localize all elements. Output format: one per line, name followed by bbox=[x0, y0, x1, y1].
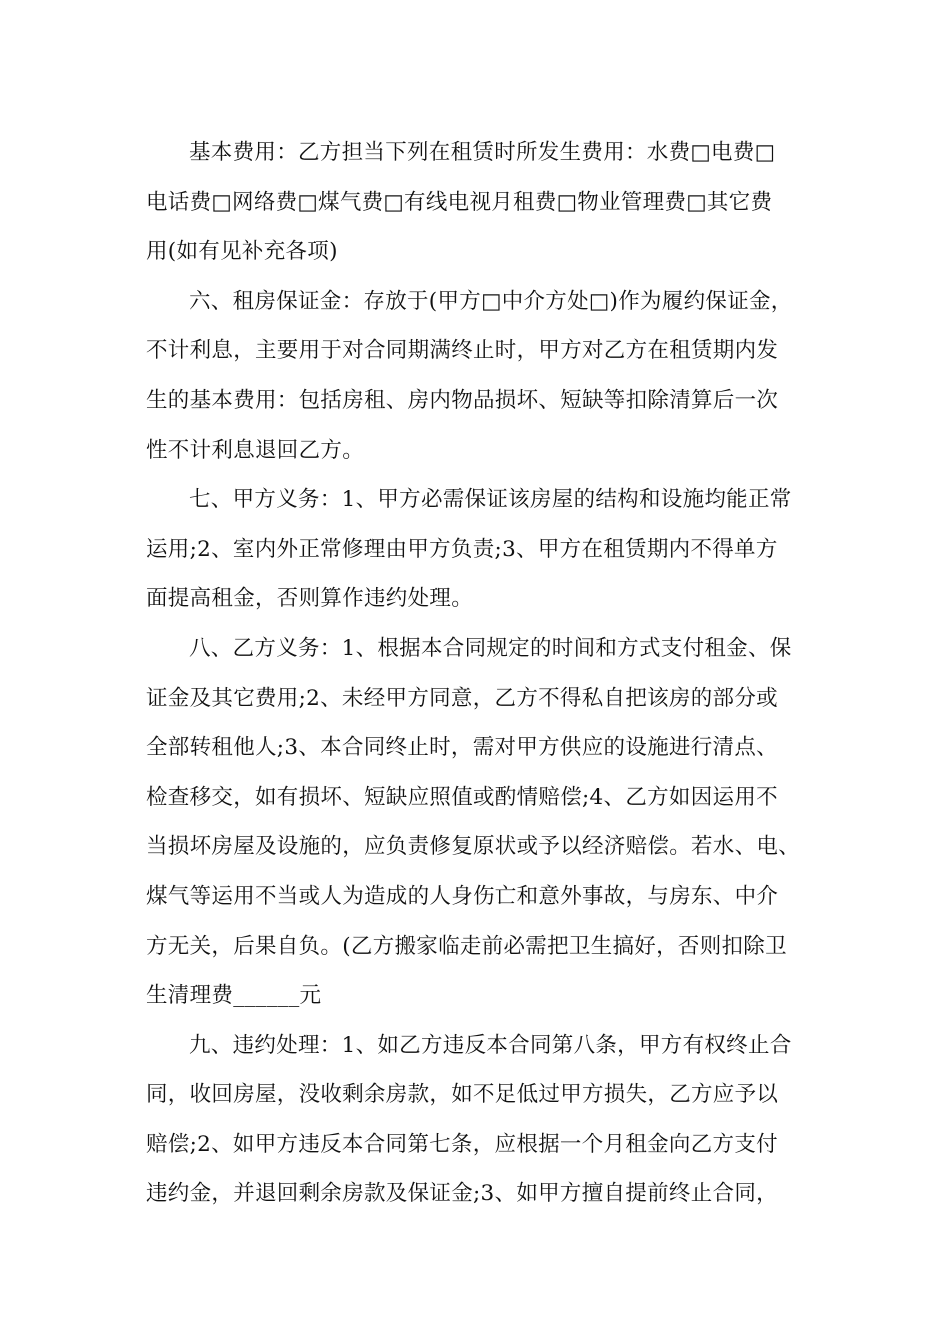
text-line: 方无关，后果自负。(乙方搬家临走前必需把卫生搞好，否则扣除卫 bbox=[146, 933, 787, 959]
text-line: 赔偿;2、如甲方违反本合同第七条，应根据一个月租金向乙方支付 bbox=[146, 1131, 778, 1157]
text-line: 八、乙方义务：1、根据本合同规定的时间和方式支付租金、保 bbox=[189, 635, 792, 661]
text-line: 九、违约处理：1、如乙方违反本合同第八条，甲方有权终止合 bbox=[189, 1032, 792, 1058]
paragraph-party-b-duties bbox=[146, 624, 814, 1021]
text-line: 电话费□网络费□煤气费□有线电视月租费□物业管理费□其它费 bbox=[146, 189, 773, 215]
text-line: 用(如有见补充各项) bbox=[146, 239, 338, 265]
paragraph-party-a-duties bbox=[146, 475, 814, 624]
text-line: 运用;2、室内外正常修理由甲方负责;3、甲方在租赁期内不得单方 bbox=[146, 536, 778, 562]
text-line: 面提高租金，否则算作违约处理。 bbox=[146, 586, 474, 612]
text-line: 不计利息，主要用于对合同期满终止时，甲方对乙方在租赁期内发 bbox=[146, 338, 779, 364]
paragraph-breach bbox=[146, 1021, 814, 1219]
paragraph-deposit bbox=[146, 277, 814, 475]
text-line: 违约金，并退回剩余房款及保证金;3、如甲方擅自提前终止合同， bbox=[146, 1181, 778, 1207]
text-line: 同，收回房屋，没收剩余房款，如不足低过甲方损失，乙方应予以 bbox=[146, 1082, 779, 1108]
document-body bbox=[146, 128, 814, 1219]
text-line: 六、租房保证金：存放于(甲方□中介方处□)作为履约保证金， bbox=[189, 288, 793, 314]
text-line: 生清理费______元 bbox=[146, 983, 322, 1009]
text-line: 全部转租他人;3、本合同终止时，需对甲方供应的设施进行清点、 bbox=[146, 735, 778, 761]
text-line: 当损坏房屋及设施的，应负责修复原状或予以经济赔偿。若水、电、 bbox=[146, 834, 801, 860]
text-line: 证金及其它费用;2、未经甲方同意，乙方不得私自把该房的部分或 bbox=[146, 685, 778, 711]
text-line: 基本费用：乙方担当下列在租赁时所发生费用：水费□电费□ bbox=[189, 140, 776, 165]
paragraph-basic-fees bbox=[146, 128, 814, 277]
text-line: 生的基本费用：包括房租、房内物品损坏、短缺等扣除清算后一次 bbox=[146, 387, 779, 413]
text-line: 煤气等运用不当或人为造成的人身伤亡和意外事故，与房东、中介 bbox=[146, 883, 779, 909]
text-line: 检查移交，如有损坏、短缺应照值或酌情赔偿;4、乙方如因运用不 bbox=[146, 784, 778, 810]
text-line: 七、甲方义务：1、甲方必需保证该房屋的结构和设施均能正常 bbox=[189, 487, 792, 513]
text-line: 性不计利息退回乙方。 bbox=[146, 437, 365, 463]
